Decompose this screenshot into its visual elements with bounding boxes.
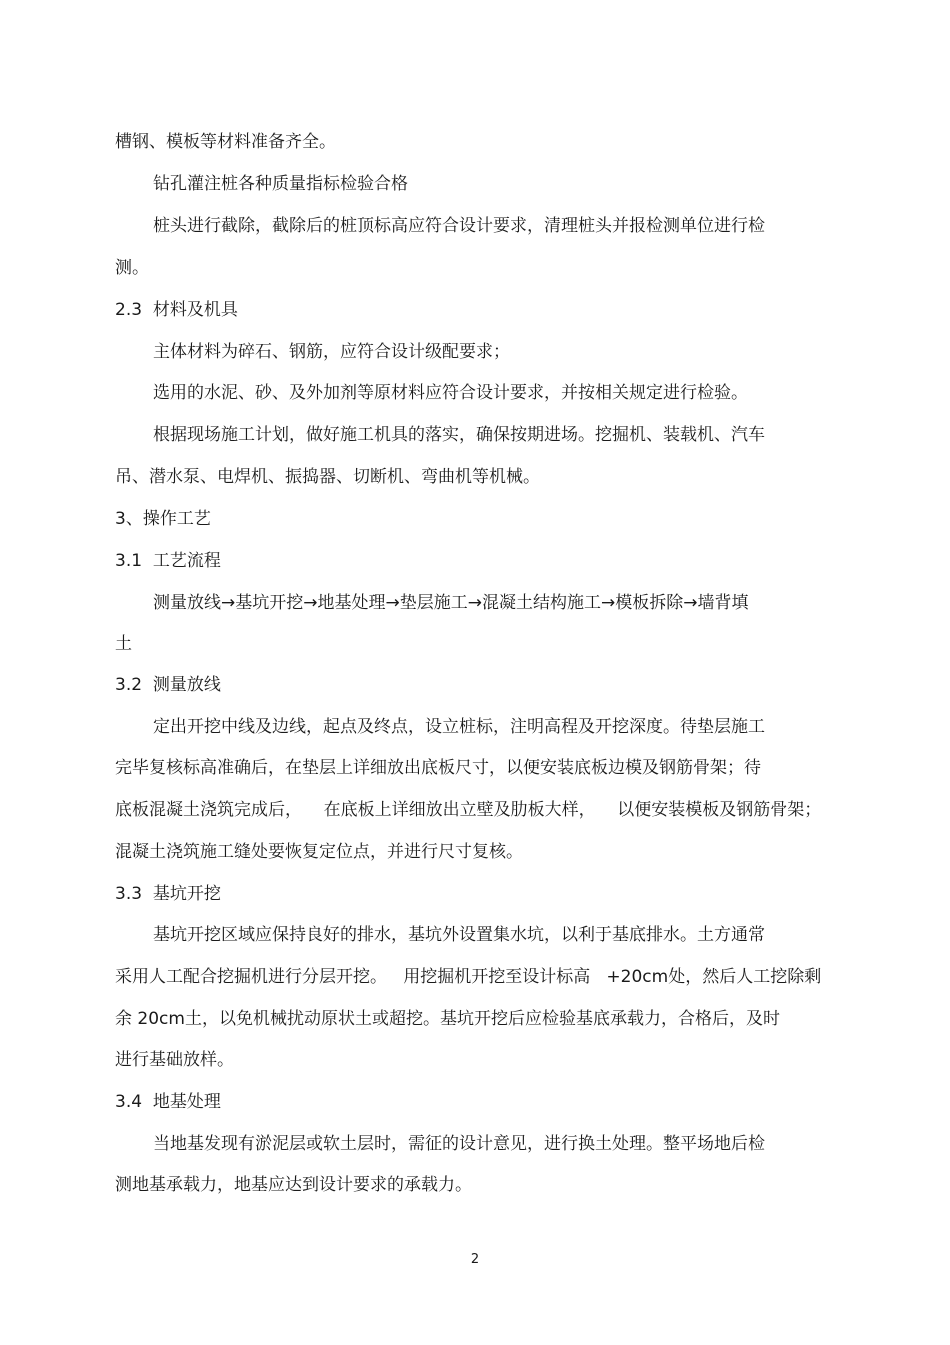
page-number: 2 — [470, 1252, 480, 1267]
text-line-23: 进行基础放样。 — [115, 1050, 234, 1070]
text-line-15: 定出开挖中线及边线，起点及终点，设立桩标，注明高程及开挖深度。待垫层施工 — [153, 717, 765, 737]
text-line-13: 土 — [115, 634, 132, 654]
text-line-21: 采用人工配合挖掘机进行分层开挖。 用挖掘机开挖至设计标高 +20cm处，然后人工挖除剩 — [115, 967, 822, 987]
section-heading-3-1: 3.1 工艺流程 — [115, 551, 221, 571]
section-heading-3: 3、操作工艺 — [115, 509, 211, 529]
text-line-22: 余 20cm土，以免机械扰动原状土或超挖。基坑开挖后应检验基底承载力，合格后，及时 — [115, 1009, 780, 1029]
text-line-4: 测。 — [115, 258, 149, 278]
text-line-18: 混凝土浇筑施工缝处要恢复定位点，并进行尺寸复核。 — [115, 842, 523, 862]
text-line-26: 测地基承载力，地基应达到设计要求的承载力。 — [115, 1175, 472, 1195]
text-line-1: 槽钢、模板等材料准备齐全。 — [115, 132, 336, 152]
section-heading-2-3: 2.3 材料及机具 — [115, 300, 238, 320]
text-line-3: 桩头进行截除，截除后的桩顶标高应符合设计要求，清理桩头并报检测单位进行检 — [153, 216, 765, 236]
text-line-9: 吊、潜水泵、电焊机、振捣器、切断机、弯曲机等机械。 — [115, 467, 540, 487]
text-line-2: 钻孔灌注桩各种质量指标检验合格 — [153, 174, 408, 194]
text-line-25: 当地基发现有淤泥层或软土层时，需征的设计意见，进行换土处理。整平场地后检 — [153, 1134, 765, 1154]
section-heading-3-3: 3.3 基坑开挖 — [115, 884, 221, 904]
text-line-7: 选用的水泥、砂、及外加剂等原材料应符合设计要求，并按相关规定进行检验。 — [153, 383, 748, 403]
text-line-8: 根据现场施工计划，做好施工机具的落实，确保按期进场。挖掘机、装载机、汽车 — [153, 425, 765, 445]
text-line-20: 基坑开挖区域应保持良好的排水，基坑外设置集水坑，以利于基底排水。土方通常 — [153, 925, 765, 945]
section-heading-3-2: 3.2 测量放线 — [115, 675, 221, 695]
text-line-17: 底板混凝土浇筑完成后， 在底板上详细放出立壁及肋板大样， 以便安装模板及钢筋骨架； — [115, 800, 822, 820]
text-line-6: 主体材料为碎石、钢筋，应符合设计级配要求； — [153, 342, 510, 362]
text-line-16: 完毕复核标高准确后，在垫层上详细放出底板尺寸，以便安装底板边模及钢筋骨架；待 — [115, 758, 761, 778]
section-heading-3-4: 3.4 地基处理 — [115, 1092, 221, 1112]
text-line-12: 测量放线→基坑开挖→地基处理→垫层施工→混凝土结构施工→模板拆除→墙背填 — [153, 593, 749, 613]
